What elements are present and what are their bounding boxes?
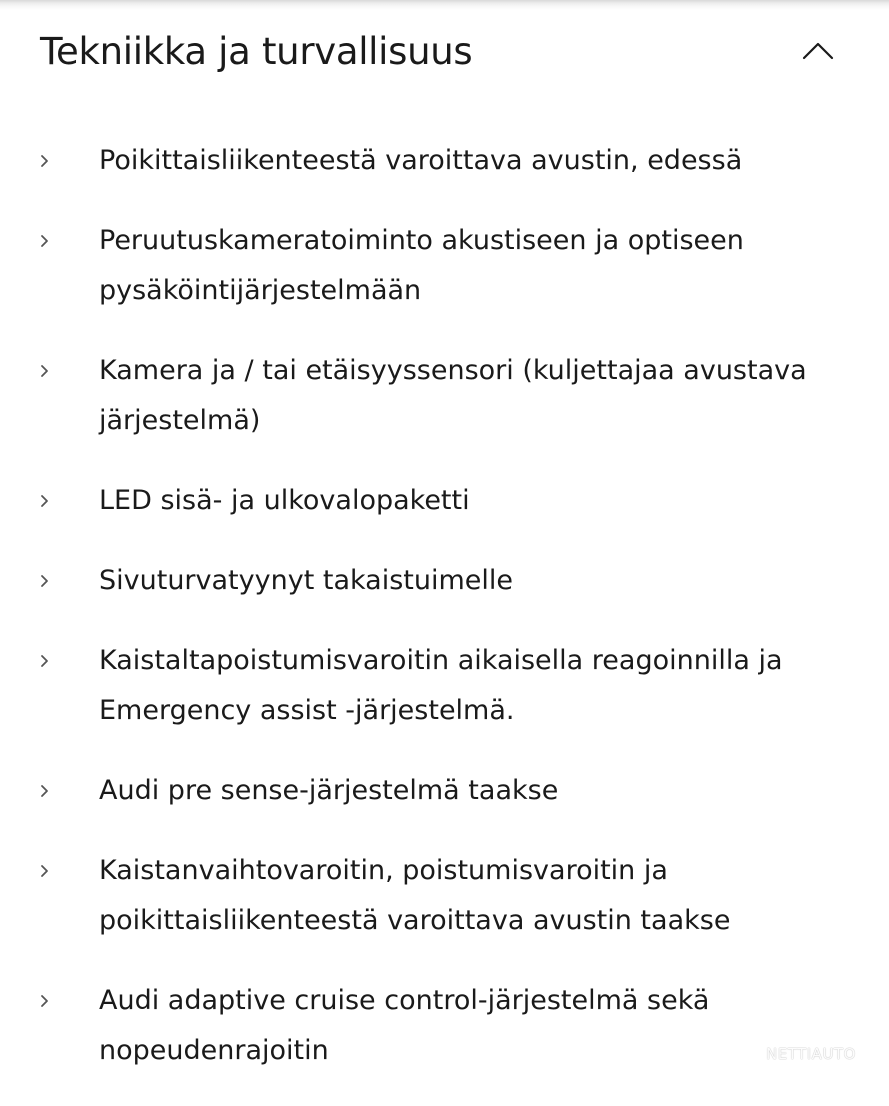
- list-item: [0, 846, 889, 946]
- watermark-logo: NETTIAUTO: [766, 1045, 856, 1063]
- feature-label: Peruutuskameratoiminto akustiseen ja optiseen pysäköintijärjestelmään: [99, 225, 744, 306]
- list-item: [0, 766, 889, 816]
- feature-label: Audi adaptive cruise control-järjestelmä sekä nopeudenrajoitin: [99, 985, 710, 1066]
- feature-label: Sivuturvatyynyt takaistuimelle: [99, 565, 513, 596]
- feature-list: [0, 136, 889, 1106]
- chevron-right-icon: [38, 151, 52, 171]
- chevron-right-icon: [38, 991, 52, 1011]
- list-item: [0, 216, 889, 316]
- chevron-up-icon: [796, 30, 840, 70]
- list-item: [0, 346, 889, 446]
- list-item: [0, 136, 889, 186]
- chevron-right-icon: [38, 231, 52, 251]
- chevron-right-icon: [38, 491, 52, 511]
- feature-label: Audi pre sense-järjestelmä taakse: [99, 775, 559, 806]
- feature-label: LED sisä- ja ulkovalopaketti: [99, 485, 470, 516]
- list-item: [0, 636, 889, 736]
- feature-label: Kaistanvaihtovaroitin, poistumisvaroitin ja poikittaisliikenteestä varoittava avustin taakse: [99, 855, 731, 936]
- chevron-right-icon: [38, 651, 52, 671]
- chevron-right-icon: [38, 571, 52, 591]
- section-title: Tekniikka ja turvallisuus: [40, 30, 473, 73]
- chevron-right-icon: [38, 781, 52, 801]
- list-item: [0, 976, 889, 1076]
- collapse-toggle-button[interactable]: [796, 30, 840, 70]
- chevron-right-icon: [38, 861, 52, 881]
- list-item: [0, 476, 889, 526]
- feature-label: Poikittaisliikenteestä varoittava avustin, edessä: [99, 145, 743, 176]
- section-header[interactable]: [0, 0, 889, 110]
- chevron-right-icon: [38, 361, 52, 381]
- feature-label: Kaistaltapoistumisvaroitin aikaisella reagoinnilla ja Emergency assist -järjestelmä.: [99, 645, 783, 726]
- feature-label: Kamera ja / tai etäisyyssensori (kuljettajaa avustava järjestelmä): [99, 355, 807, 436]
- list-item: [0, 556, 889, 606]
